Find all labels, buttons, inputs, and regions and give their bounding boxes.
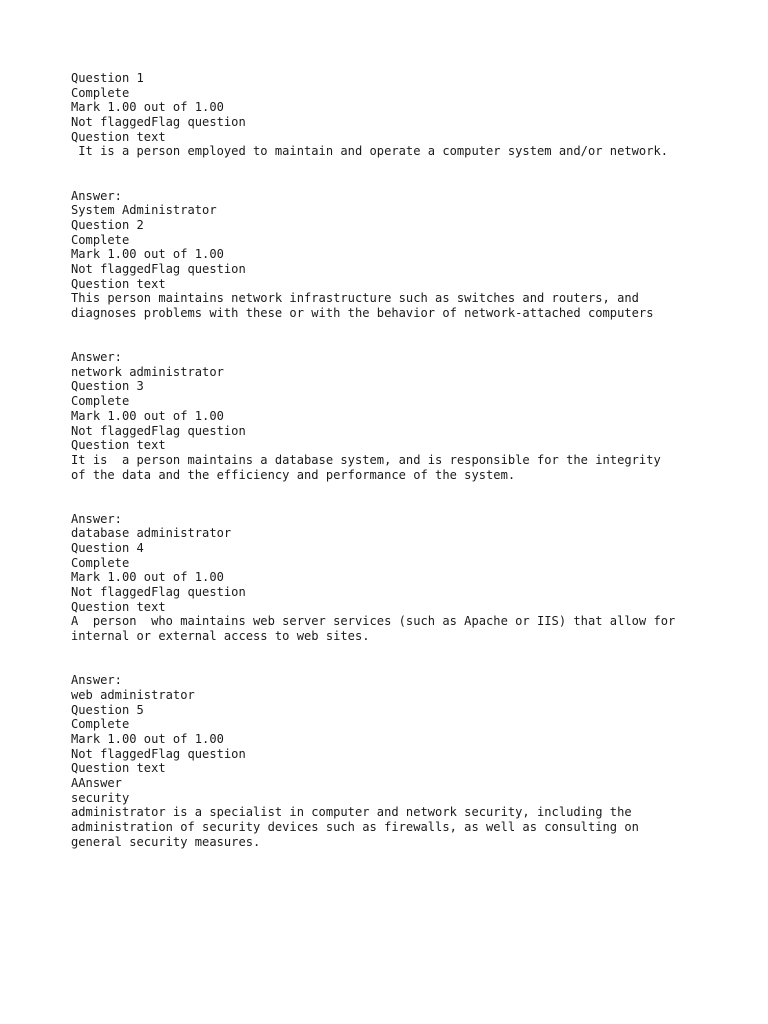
question-text-label: Question text (71, 438, 166, 453)
question-grade: Mark 1.00 out of 1.00 (71, 247, 224, 262)
question-number: Question 3 (71, 379, 144, 394)
answer-label: Answer: (71, 673, 122, 688)
answer-value: database administrator (71, 526, 232, 541)
answer-value: System Administrator (71, 203, 217, 218)
flag-question-link[interactable]: Not flaggedFlag question (71, 746, 246, 761)
answer-value: network administrator (71, 364, 224, 379)
flag-question-link[interactable]: Not flaggedFlag question (71, 423, 246, 438)
question-number: Question 1 (71, 71, 144, 85)
answer-label: Answer: (71, 188, 122, 203)
question-text-line: diagnoses problems with these or with the behavior of network-attached computers (71, 306, 654, 321)
question-state: Complete (71, 717, 130, 732)
question-text-line: AAnswer (71, 776, 122, 791)
flag-question-link[interactable]: Not flaggedFlag question (71, 261, 246, 276)
question-number: Question 4 (71, 541, 144, 556)
question-text-line: A person who maintains web server services (such as Apache or IIS) that allow for (71, 614, 676, 629)
question-text-label: Question text (71, 761, 166, 776)
question-grade: Mark 1.00 out of 1.00 (71, 570, 224, 585)
question-text-line: security (71, 790, 130, 805)
question-state: Complete (71, 555, 130, 570)
question-state: Complete (71, 394, 130, 409)
flag-question-link[interactable]: Not flaggedFlag question (71, 115, 246, 130)
question-number: Question 2 (71, 217, 144, 232)
quiz-review-document (71, 71, 731, 850)
question-state: Complete (71, 85, 130, 100)
question-text-line: administration of security devices such as firewalls, as well as consulting on (71, 820, 639, 835)
question-text-line: It is a person employed to maintain and operate a computer system and/or network. (71, 144, 669, 159)
answer-label: Answer: (71, 511, 122, 526)
question-text-label: Question text (71, 599, 166, 614)
question-text-label: Question text (71, 129, 166, 144)
question-state: Complete (71, 232, 130, 247)
question-text-label: Question text (71, 276, 166, 291)
question-number: Question 5 (71, 702, 144, 717)
answer-label: Answer: (71, 350, 122, 365)
question-grade: Mark 1.00 out of 1.00 (71, 408, 224, 423)
question-grade: Mark 1.00 out of 1.00 (71, 100, 224, 115)
question-text-line: of the data and the efficiency and performance of the system. (71, 467, 516, 482)
flag-question-link[interactable]: Not flaggedFlag question (71, 585, 246, 600)
question-grade: Mark 1.00 out of 1.00 (71, 732, 224, 746)
question-text-line: internal or external access to web sites. (71, 629, 370, 644)
question-text-line: It is a person maintains a database system, and is responsible for the integrity (71, 452, 661, 467)
answer-value: web administrator (71, 687, 195, 702)
question-text-line: This person maintains network infrastructure such as switches and routers, and (71, 291, 639, 306)
question-text-line: general security measures. (71, 834, 261, 849)
question-text-line: administrator is a specialist in computer and network security, including the (71, 805, 632, 820)
